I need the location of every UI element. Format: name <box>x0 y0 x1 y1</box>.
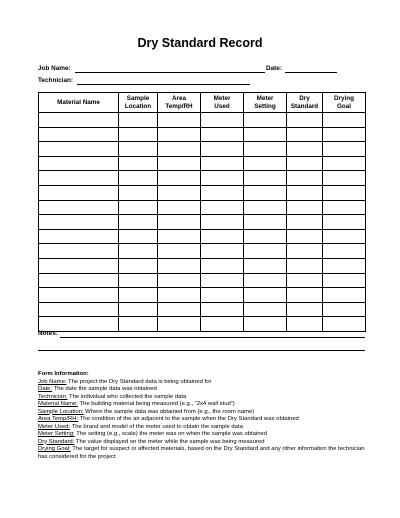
table-cell[interactable] <box>39 156 119 171</box>
table-cell[interactable] <box>119 113 158 128</box>
table-cell[interactable] <box>201 229 244 244</box>
form-info-item <box>38 401 368 409</box>
table-cell[interactable] <box>119 215 158 230</box>
table-row <box>39 258 366 273</box>
header-dry-standard: Dry Standard <box>287 93 323 113</box>
table-cell[interactable] <box>201 244 244 259</box>
table-cell[interactable] <box>158 288 201 303</box>
table-cell[interactable] <box>287 302 323 317</box>
technician-label: Technician: <box>38 77 74 84</box>
table-cell[interactable] <box>39 200 119 215</box>
table-row <box>39 244 366 259</box>
form-info-item <box>38 379 368 387</box>
notes-line-2[interactable] <box>38 350 365 351</box>
form-info-item <box>38 386 368 394</box>
table-cell[interactable] <box>287 258 323 273</box>
table-cell[interactable] <box>244 317 287 332</box>
form-info-term: Area Temp/RH: <box>38 416 79 422</box>
table-cell[interactable] <box>158 229 201 244</box>
table-row <box>39 273 366 288</box>
form-info-item <box>38 424 368 432</box>
date-field[interactable] <box>285 72 337 73</box>
table-cell[interactable] <box>39 229 119 244</box>
table-cell[interactable] <box>244 215 287 230</box>
table-cell[interactable] <box>158 215 201 230</box>
notes-line-1[interactable] <box>60 337 365 338</box>
table-row <box>39 185 366 200</box>
table-cell[interactable] <box>287 171 323 186</box>
table-row <box>39 215 366 230</box>
table-cell[interactable] <box>201 156 244 171</box>
form-info-description: The target for suspect or affected materials, based on the Dry Standard and any other information the technician has considered for the project <box>38 446 365 460</box>
table-cell[interactable] <box>244 142 287 157</box>
form-info-item <box>38 416 368 424</box>
table-cell[interactable] <box>39 258 119 273</box>
table-cell[interactable] <box>119 142 158 157</box>
table-cell[interactable] <box>119 185 158 200</box>
form-info-description: The building material being measured (e.g., “2x4 wall stud”) <box>77 401 235 407</box>
table-cell[interactable] <box>244 258 287 273</box>
table-row <box>39 200 366 215</box>
table-cell[interactable] <box>119 156 158 171</box>
form-info-description: The condition of the air adjacent to the sample when the Dry Standard was obtained <box>78 416 299 422</box>
table-cell[interactable] <box>158 244 201 259</box>
form-info-term: Dry Standard: <box>38 438 75 445</box>
form-info-term: Job Name: <box>38 378 67 385</box>
table-cell[interactable] <box>39 142 119 157</box>
table-cell[interactable] <box>287 273 323 288</box>
table-cell[interactable] <box>39 302 119 317</box>
table-cell[interactable] <box>158 142 201 157</box>
form-info-item <box>38 446 368 461</box>
form-info-item <box>38 439 368 447</box>
table-cell[interactable] <box>201 113 244 128</box>
table-cell[interactable] <box>287 200 323 215</box>
table-cell[interactable] <box>119 317 158 332</box>
form-info-item <box>38 394 368 402</box>
form-info-term: Date: <box>38 386 53 392</box>
table-cell[interactable] <box>158 185 201 200</box>
table-cell[interactable] <box>323 127 366 142</box>
table-cell[interactable] <box>323 142 366 157</box>
table-cell[interactable] <box>323 215 366 230</box>
table-cell[interactable] <box>119 244 158 259</box>
table-cell[interactable] <box>201 317 244 332</box>
table-cell[interactable] <box>119 258 158 273</box>
table-cell[interactable] <box>119 302 158 317</box>
table-cell[interactable] <box>158 171 201 186</box>
table-cell[interactable] <box>201 288 244 303</box>
header-meter-used: Meter Used <box>201 93 244 113</box>
table-cell[interactable] <box>323 273 366 288</box>
technician-field[interactable] <box>77 84 250 85</box>
form-info-item <box>38 409 368 417</box>
table-cell[interactable] <box>158 156 201 171</box>
table-cell[interactable] <box>323 244 366 259</box>
table-cell[interactable] <box>323 229 366 244</box>
table-cell[interactable] <box>201 302 244 317</box>
table-cell[interactable] <box>287 156 323 171</box>
form-info-term: Technician: <box>38 393 68 400</box>
table-row <box>39 127 366 142</box>
table-cell[interactable] <box>39 273 119 288</box>
form-info-term: Meter Setting: <box>38 431 75 437</box>
table-cell[interactable] <box>201 215 244 230</box>
table-cell[interactable] <box>287 185 323 200</box>
table-cell[interactable] <box>244 288 287 303</box>
form-info-heading: Form Information: <box>38 371 89 377</box>
form-info-term: Material Name: <box>38 401 78 407</box>
form-info-term: Drying Goal: <box>38 446 71 452</box>
table-cell[interactable] <box>244 229 287 244</box>
record-table <box>38 92 366 332</box>
table-row <box>39 229 366 244</box>
form-info-term: Sample Location: <box>38 408 84 415</box>
table-cell[interactable] <box>323 258 366 273</box>
table-cell[interactable] <box>244 113 287 128</box>
job-name-field[interactable] <box>75 72 265 73</box>
table-cell[interactable] <box>39 113 119 128</box>
table-cell[interactable] <box>39 215 119 230</box>
table-cell[interactable] <box>287 244 323 259</box>
table-cell[interactable] <box>158 317 201 332</box>
table-cell[interactable] <box>119 288 158 303</box>
table-cell[interactable] <box>39 171 119 186</box>
table-row <box>39 288 366 303</box>
header-sample-location: Sample Location <box>119 93 158 113</box>
table-cell[interactable] <box>201 258 244 273</box>
table-cell[interactable] <box>287 127 323 142</box>
form-info-description: Where the sample data was obtained from (e.g., the room name) <box>83 408 255 415</box>
table-row <box>39 302 366 317</box>
table-cell[interactable] <box>287 215 323 230</box>
form-info-description: The brand and model of the meter used to obtain the sample data <box>70 423 243 430</box>
table-cell[interactable] <box>158 273 201 288</box>
table-cell[interactable] <box>201 142 244 157</box>
table-row <box>39 113 366 128</box>
table-cell[interactable] <box>201 185 244 200</box>
form-information <box>38 371 368 461</box>
table-cell[interactable] <box>244 244 287 259</box>
table-cell[interactable] <box>244 200 287 215</box>
form-info-description: The individual who collected the sample data <box>67 393 187 400</box>
table-cell[interactable] <box>119 229 158 244</box>
table-cell[interactable] <box>287 288 323 303</box>
form-info-item <box>38 431 368 439</box>
table-cell[interactable] <box>119 171 158 186</box>
table-cell[interactable] <box>287 317 323 332</box>
table-cell[interactable] <box>201 171 244 186</box>
date-label: Date: <box>266 65 282 72</box>
table-cell[interactable] <box>119 200 158 215</box>
form-info-description: The value displayed on the meter while the sample was being measured <box>74 438 265 445</box>
table-cell[interactable] <box>158 127 201 142</box>
table-cell[interactable] <box>287 229 323 244</box>
table-cell[interactable] <box>39 288 119 303</box>
table-cell[interactable] <box>158 258 201 273</box>
table-cell[interactable] <box>287 142 323 157</box>
table-cell[interactable] <box>323 185 366 200</box>
page-title: Dry Standard Record <box>137 36 263 50</box>
job-name-label: Job Name: <box>38 65 71 72</box>
table-row <box>39 142 366 157</box>
table-cell[interactable] <box>244 302 287 317</box>
table-cell[interactable] <box>201 127 244 142</box>
header-area-temp-rh: Area Temp/RH <box>158 93 201 113</box>
header-drying-goal: Drying Goal <box>323 93 366 113</box>
notes-label: Notes: <box>38 330 58 337</box>
form-info-description: The date the sample data was obtained <box>52 386 157 392</box>
table-cell[interactable] <box>244 127 287 142</box>
table-cell[interactable] <box>39 127 119 142</box>
table-cell[interactable] <box>323 200 366 215</box>
table-cell[interactable] <box>39 244 119 259</box>
table-cell[interactable] <box>158 302 201 317</box>
table-cell[interactable] <box>244 156 287 171</box>
table-cell[interactable] <box>323 302 366 317</box>
table-cell[interactable] <box>323 171 366 186</box>
form-info-description: The project the Dry Standard data is being obtained for <box>66 378 212 385</box>
table-cell[interactable] <box>287 113 323 128</box>
table-cell[interactable] <box>323 113 366 128</box>
table-cell[interactable] <box>323 156 366 171</box>
table-cell[interactable] <box>201 273 244 288</box>
table-cell[interactable] <box>244 273 287 288</box>
table-cell[interactable] <box>158 200 201 215</box>
form-info-description: The setting (e.g., scale) the meter was on when the sample was obtained <box>74 431 268 437</box>
table-cell[interactable] <box>244 185 287 200</box>
table-row <box>39 317 366 332</box>
table-row <box>39 171 366 186</box>
table-cell[interactable] <box>119 273 158 288</box>
table-row <box>39 156 366 171</box>
header-material-name: Material Name <box>39 93 119 113</box>
table-cell[interactable] <box>158 113 201 128</box>
table-cell[interactable] <box>323 288 366 303</box>
table-cell[interactable] <box>39 185 119 200</box>
table-cell[interactable] <box>244 171 287 186</box>
form-info-term: Meter Used: <box>38 423 71 430</box>
table-cell[interactable] <box>201 200 244 215</box>
table-header-row <box>39 93 366 113</box>
table-cell[interactable] <box>119 127 158 142</box>
header-meter-setting: Meter Setting <box>244 93 287 113</box>
table-cell[interactable] <box>323 317 366 332</box>
